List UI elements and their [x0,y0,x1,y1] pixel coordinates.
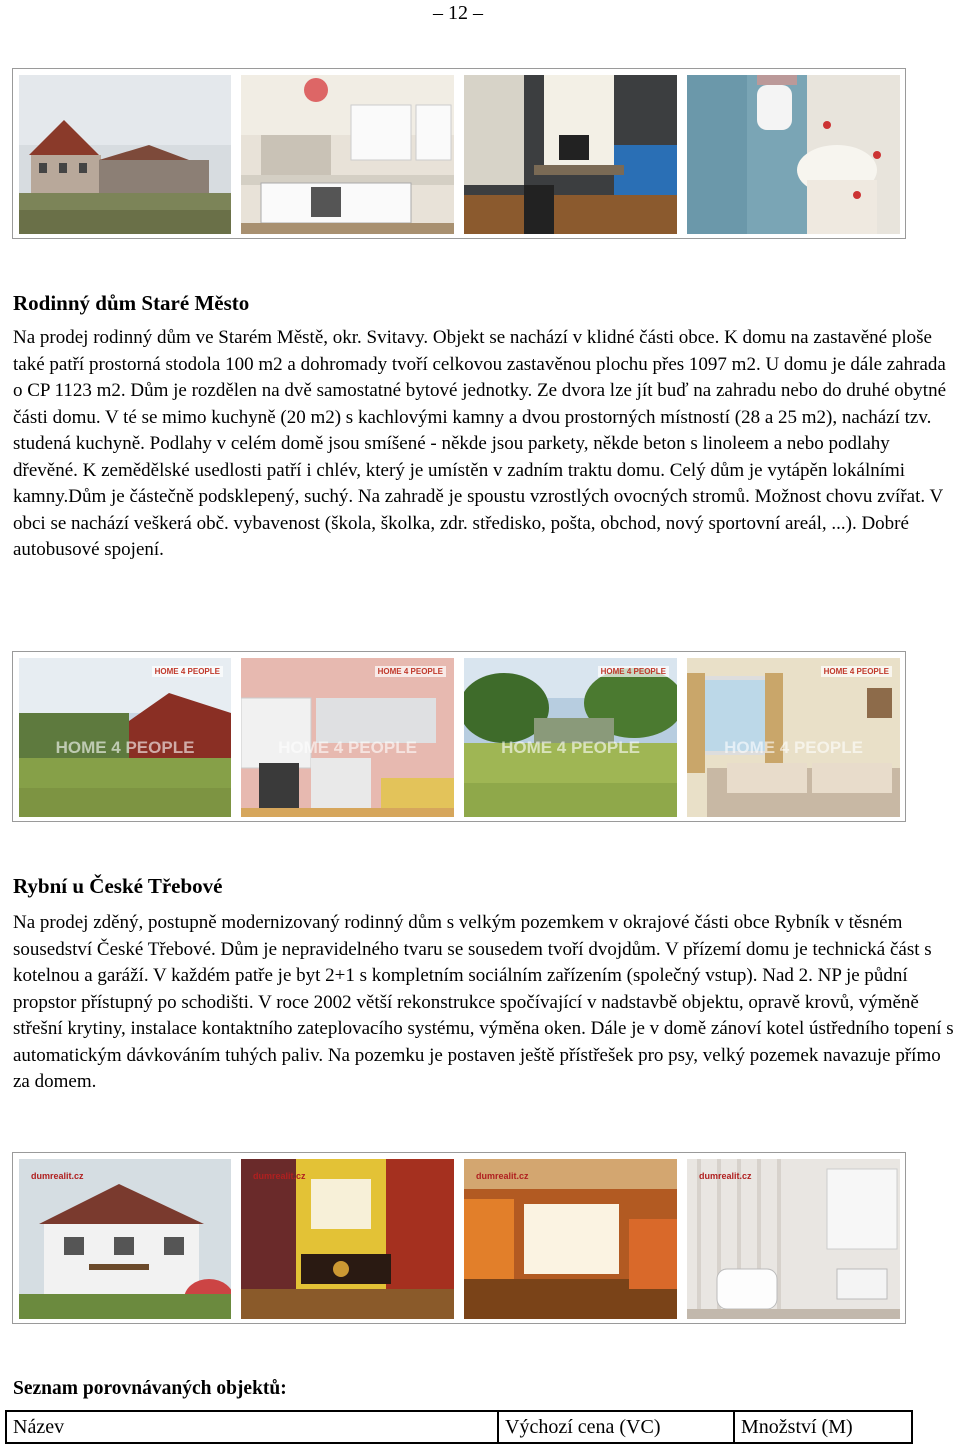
page-number: – 12 – [433,2,483,24]
listing-description-stare-mesto [13,325,958,564]
listing-description-text: Na prodej rodinný dům ve Starém Městě, okr. Svitavy. Objekt se nachází v klidné části obce. K domu na zastavěné ploše také patří prostorná stodola 100 m2 a dohromady tvoří celkovou zastavěnou plochu přes 1097 m2. U domu je dále zahrada o CP 1123 m2. Dům je rozdělen na dvě samostatné bytové jednotky. Ze dvora lze jít buď na zahradu nebo do druhé obytné části domu. V té se mimo kuchyně (20 m2) s kachlovými kamny a dvou prostorných místností (28 a 25 m2), nachází tzv. studená kuchyně. Podlahy v celém domě jsou smíšené - někde jsou parkety, někde beton s linoleem a nebo podlahy dřevěné. K zemědělské usedlosti patří i chlév, který je umístěn v zadním traktu domu. Celý dům je vytápěn lokálními kamny.Dům je částečně podsklepený, suchý. Na zahradě je spoustu vzrostlých ovocných stromů. Možnost chovu zvířat. V obci se nachází veškerá obč. vybavenost (škola, školka, zdr. středisko, pošta, obchod, nový sportovní areál, ...). Dobré autobusové spojení. [13,327,947,560]
photo-garden-barn [19,658,231,817]
home4people-badge-watermark: HOME 4 PEOPLE [598,666,669,677]
home4people-large-watermark: HOME 4 PEOPLE [724,738,863,757]
photo-living-room-window [464,1159,677,1319]
photo-garden-trees [464,658,677,817]
home4people-badge-watermark: HOME 4 PEOPLE [152,666,223,677]
photo-kitchen-2 [241,658,454,817]
photo-house-exterior [19,1159,231,1319]
photo-bathroom-2 [687,1159,900,1319]
comparison-list-title: Seznam porovnávaných objektů: [13,1378,287,1399]
column-header-name: Název [6,1411,498,1443]
home4people-large-watermark: HOME 4 PEOPLE [55,738,195,757]
photo-office-room [464,75,677,234]
home4people-badge-watermark: HOME 4 PEOPLE [375,666,446,677]
listing-description-text: Na prodej zděný, postupně modernizovaný rodinný dům s velkým pozemkem v okrajové části obce Rybník v těsném sousedství České Třebové. Dům je nepravidelného tvaru se sousedem tvoří dvojdům. V přízemí domu je technická část s kotelnou a garáží. V každém patře je byt 2+1 s kompletním sociálním zařízením (společný vstup). Nad 2. NP je půdní propstor přístupný po schodišti. V roce 2002 větší rekonstrukce spočívající v nadstavbě objektu, opravě krovů, výměně střešní krytiny, instalace kontaktního zateplovacího systému, výměna oken. Dále je v domě zánoví kotel ústředního topení s automatickým dávkováním tuhých paliv. Na pozemku je postaven ještě přístřešek pro psy, velký pozemek navazuje přímo za domem. [13,912,954,1092]
photo-bathroom-1 [687,75,900,234]
home4people-large-watermark: HOME 4 PEOPLE [501,738,640,757]
home4people-badge-watermark: HOME 4 PEOPLE [821,666,892,677]
listing-title-rybni: Rybní u České Třebové [13,874,223,898]
table-header-row [6,1411,912,1443]
photo-strip-1 [12,68,906,239]
dumrealit-watermark: dumrealit.cz [699,1171,752,1181]
listing-title-stare-mesto: Rodinný dům Staré Město [13,291,250,315]
photo-living-room-colorful [241,1159,454,1319]
photo-farmhouse-exterior [19,75,231,234]
dumrealit-watermark: dumrealit.cz [31,1171,84,1181]
photo-kitchen-1 [241,75,454,234]
column-header-quantity: Množství (M) [734,1411,912,1443]
photo-strip-3 [12,1152,906,1324]
photo-strip-2 [12,651,906,822]
dumrealit-watermark: dumrealit.cz [253,1171,306,1181]
comparison-table [5,1410,913,1444]
listing-description-rybni [13,910,958,1096]
column-header-initial-price: Výchozí cena (VC) [498,1411,734,1443]
dumrealit-watermark: dumrealit.cz [476,1171,529,1181]
photo-bedroom [687,658,900,817]
home4people-large-watermark: HOME 4 PEOPLE [278,738,417,757]
